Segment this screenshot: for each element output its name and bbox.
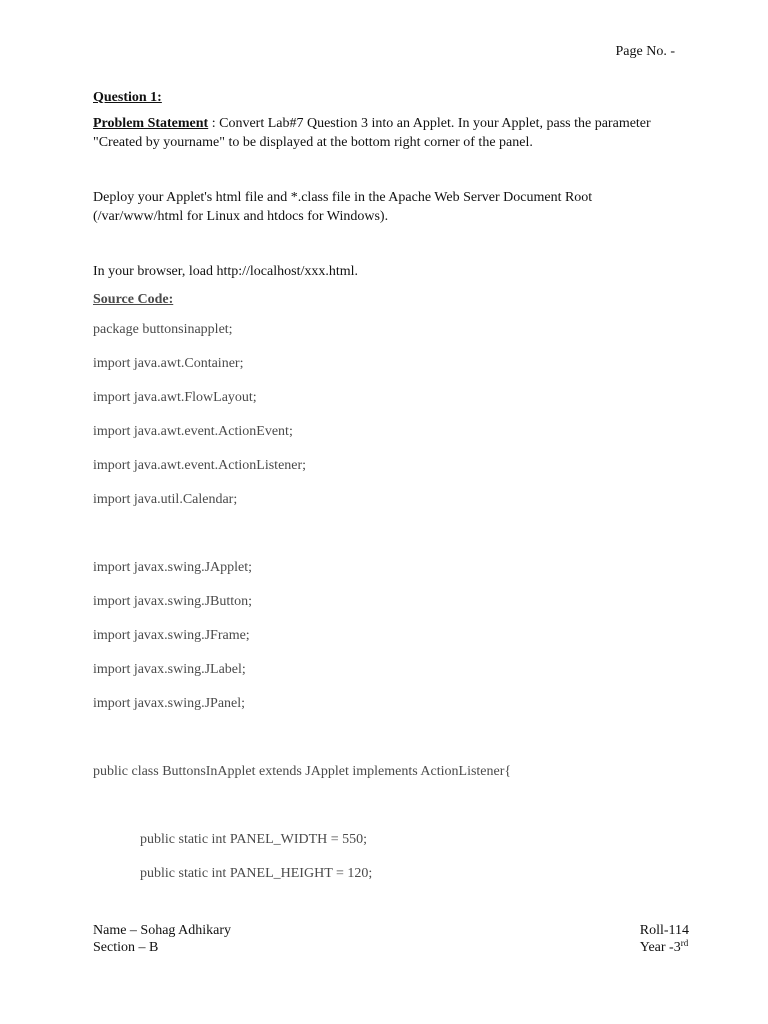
source-code-block <box>93 320 683 883</box>
code-line: import javax.swing.JFrame; <box>93 628 250 643</box>
code-line: package buttonsinapplet; <box>93 322 233 337</box>
student-name: Name – Sohag Adhikary <box>93 923 232 938</box>
code-line: import java.awt.Container; <box>93 356 244 371</box>
deploy-instructions: Deploy your Applet's html file and *.class file in the Apache Web Server Document Root (/var/www/html for Linux and htdocs for Windows). <box>93 190 593 224</box>
year-text: Year -3 <box>639 940 681 955</box>
code-line: import javax.swing.JLabel; <box>93 662 246 677</box>
code-line: public static int PANEL_HEIGHT = 120; <box>140 866 373 881</box>
year-label <box>640 939 689 956</box>
student-section: Section – B <box>93 940 159 955</box>
page-number-label: Page No. - <box>615 44 675 59</box>
code-line: import javax.swing.JPanel; <box>93 696 246 711</box>
page-content <box>93 88 683 898</box>
code-line: public class ButtonsInApplet extends JApplet implements ActionListener{ <box>93 764 512 779</box>
roll-number: Roll-114 <box>639 923 689 938</box>
code-line: import java.awt.event.ActionListener; <box>93 458 307 473</box>
code-line: public static int PANEL_WIDTH = 550; <box>140 832 368 847</box>
question-heading: Question 1: <box>93 90 162 105</box>
code-line: import javax.swing.JApplet; <box>93 560 253 575</box>
code-line: import java.awt.event.ActionEvent; <box>93 424 293 439</box>
problem-statement <box>93 114 683 152</box>
year-suffix: rd <box>680 938 689 948</box>
source-code-heading: Source Code: <box>93 292 174 307</box>
footer-student-info <box>93 922 231 956</box>
code-line: import java.util.Calendar; <box>93 492 238 507</box>
code-line: import javax.swing.JButton; <box>93 594 253 609</box>
footer-roll-info <box>640 922 689 956</box>
browser-instructions: In your browser, load http://localhost/xxx.html. <box>93 264 359 279</box>
problem-statement-label: Problem Statement <box>93 116 209 131</box>
code-line: import java.awt.FlowLayout; <box>93 390 257 405</box>
problem-statement-text: : Convert Lab#7 Question 3 into an Applet. In your Applet, pass the parameter "Created by yourname" to be displayed at the bottom right corner of the panel. <box>93 116 651 150</box>
